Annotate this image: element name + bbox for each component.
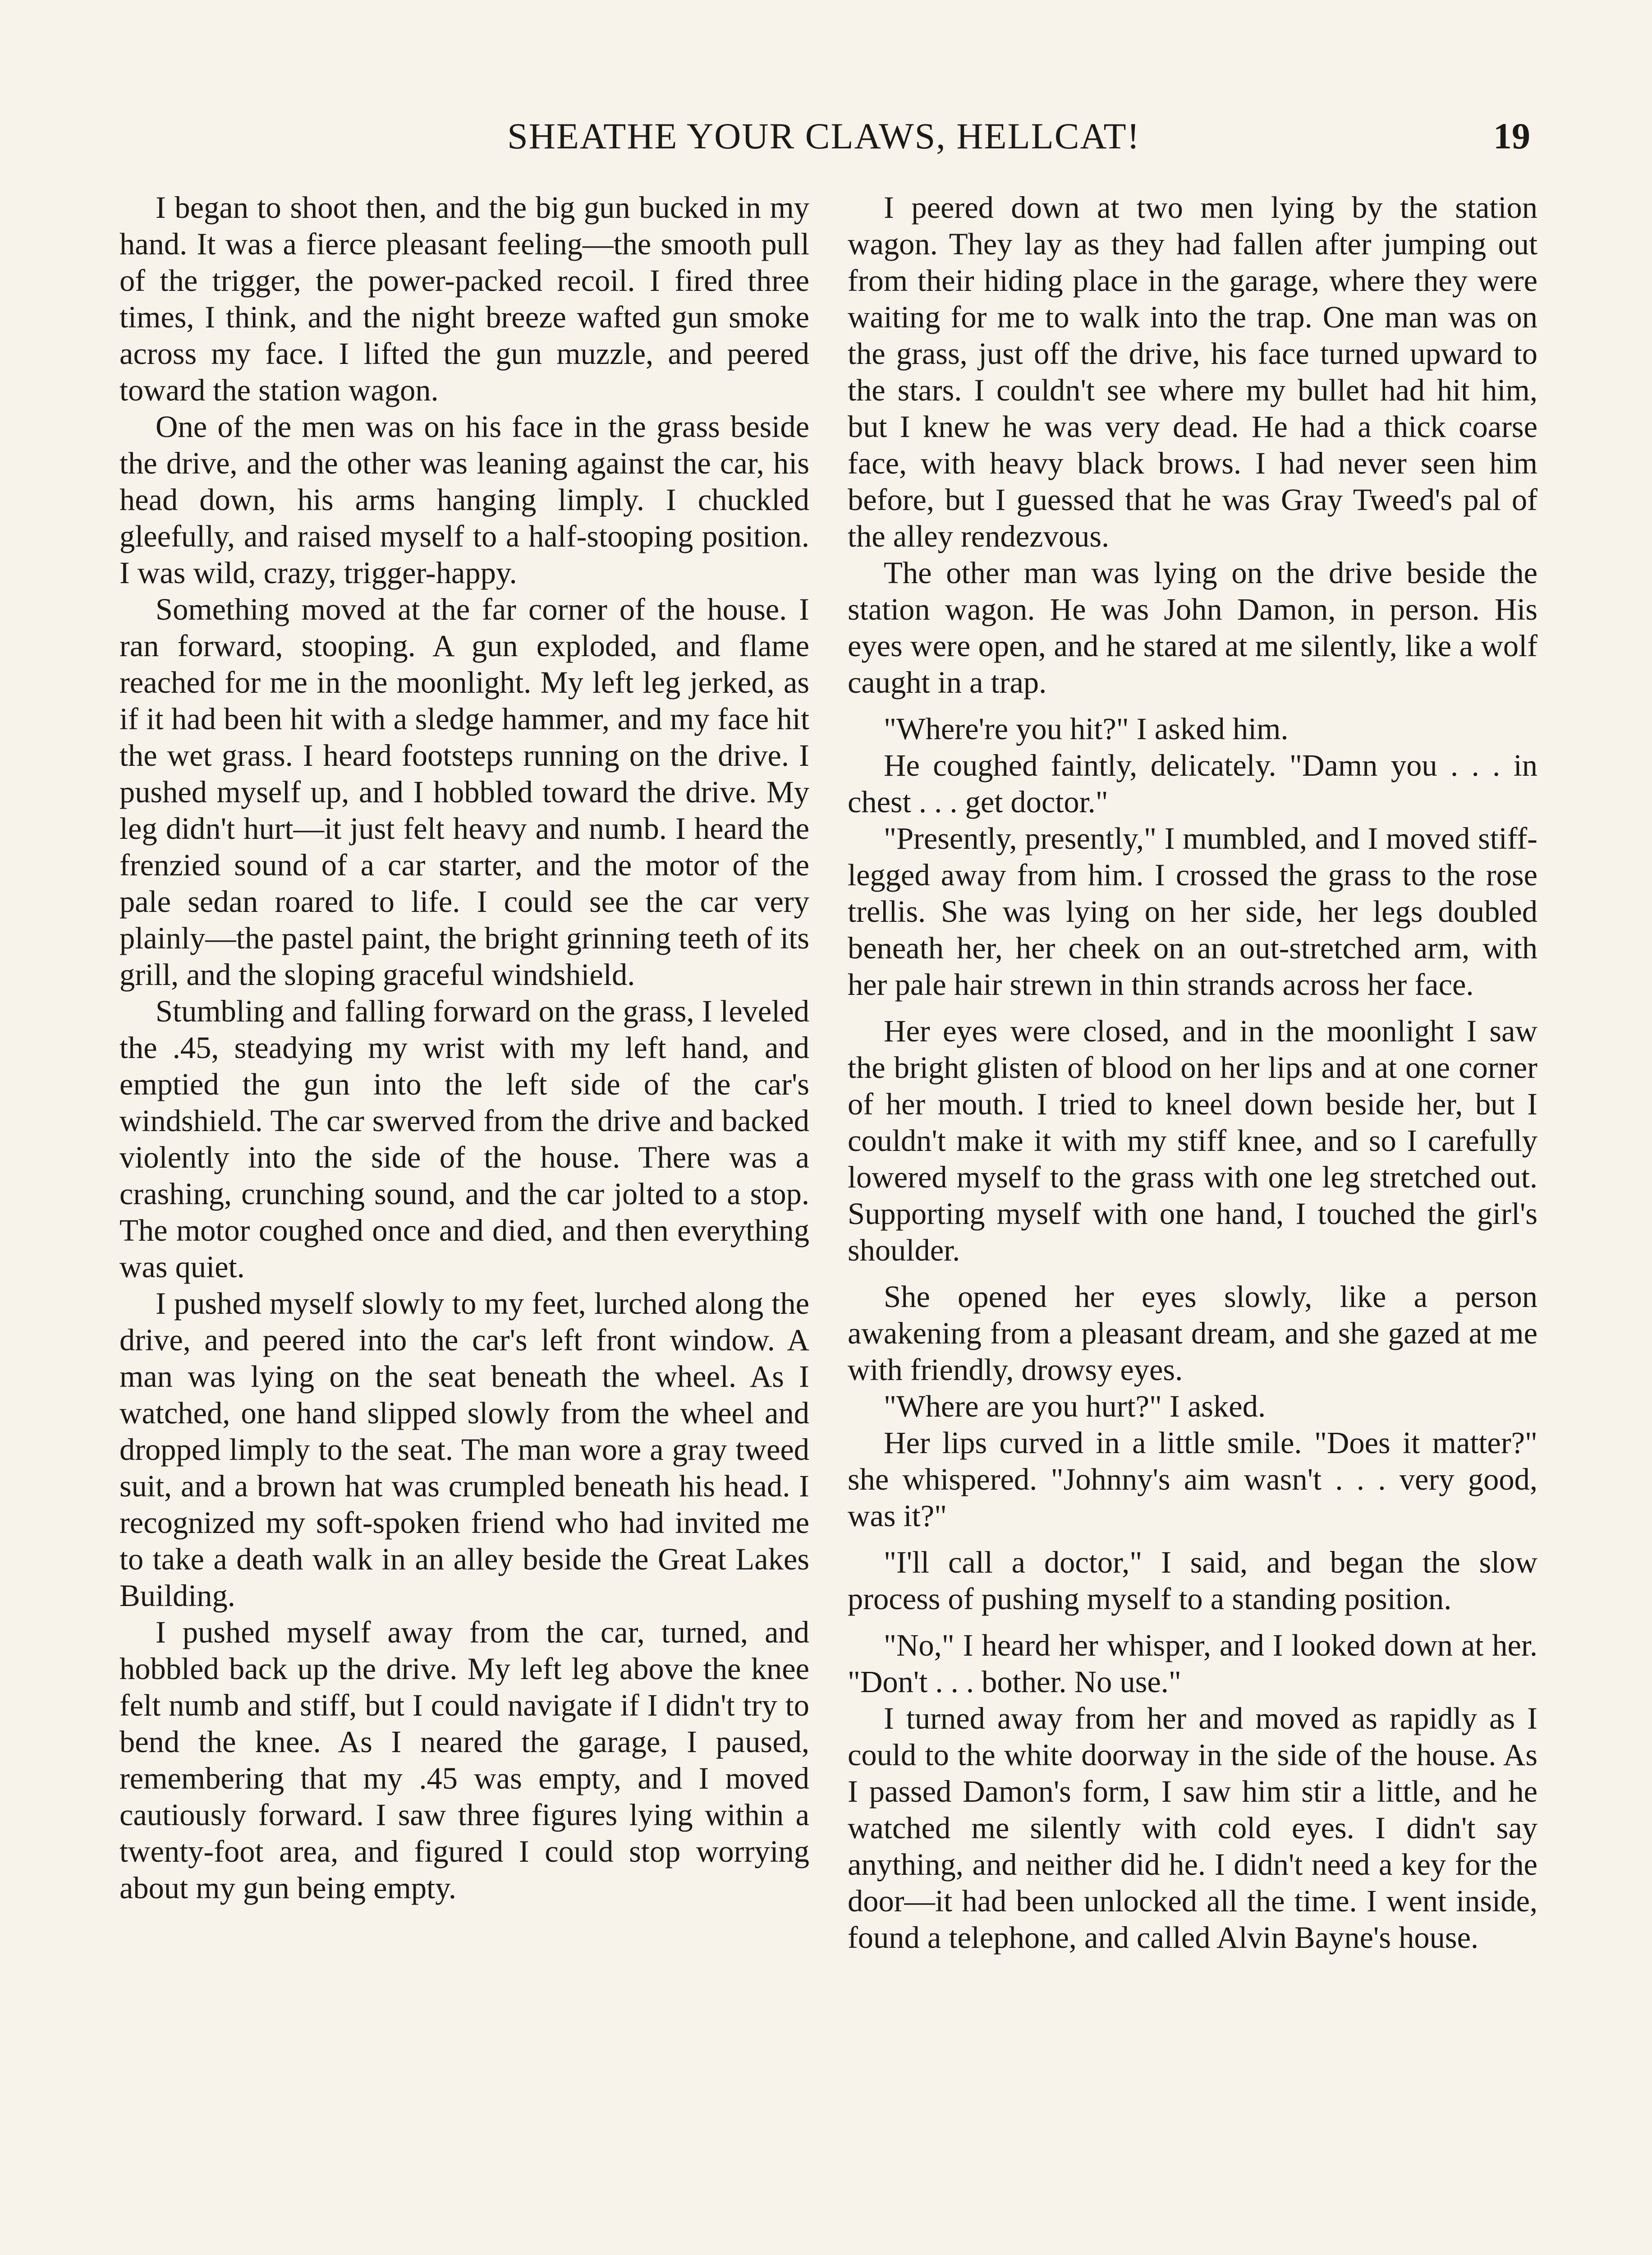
left-text-column: [119, 189, 809, 1906]
story-title: SHEATHE YOUR CLAWS, HELLCAT!: [507, 115, 1140, 156]
paragraph: I turned away from her and moved as rapidly as I could to the white doorway in the side of the house. As I passed Damon's form, I saw him stir a little, and he watched me silently with cold eyes. I didn't say anything, and neither did he. I didn't need a key for the door—it had been unlocked all the time. I went inside, found a telephone, and called Alvin Bayne's house.: [848, 1701, 1537, 1955]
paragraph: I peered down at two men lying by the station wagon. They lay as they had fallen after jumping out from their hiding place in the garage, where they were waiting for me to walk into the trap. One man was on the grass, just off the drive, his face turned upward to the stars. I couldn't see where my bullet had hit him, but I knew he was very dead. He had a thick coarse face, with heavy black brows. I had never seen him before, but I guessed that he was Gray Tweed's pal of the alley rendezvous.: [848, 190, 1537, 553]
right-text-column: [848, 189, 1537, 1956]
paragraph: I pushed myself away from the car, turned, and hobbled back up the drive. My left leg above the knee felt numb and stiff, but I could navigate if I didn't try to bend the knee. As I neared the garage, I paused, remembering that my .45 was empty, and I moved cautiously forward. I saw three figures lying within a twenty-foot area, and figured I could stop worrying about my gun being empty.: [119, 1615, 809, 1905]
paragraph: I began to shoot then, and the big gun bucked in my hand. It was a fierce pleasant feeling—the smooth pull of the trigger, the power-packed recoil. I fired three times, I think, and the night breeze wafted gun smoke across my face. I lifted the gun muzzle, and peered toward the station wagon.: [119, 190, 809, 407]
paragraph: "Where are you hurt?" I asked.: [884, 1389, 1266, 1423]
paragraph: She opened her eyes slowly, like a person awakening from a pleasant dream, and she gazed at me with friendly, drowsy eyes.: [848, 1279, 1537, 1387]
paragraph: "I'll call a doctor," I said, and began the slow process of pushing myself to a standing position.: [848, 1545, 1537, 1616]
paragraph: "Where're you hit?" I asked him.: [884, 712, 1289, 746]
paragraph: Stumbling and falling forward on the grass, I leveled the .45, steadying my wrist with my left hand, and emptied the gun into the left side of the car's windshield. The car swerved from the drive and backed violently into the side of the house. There was a crashing, crunching sound, and the car jolted to a stop. The motor coughed once and died, and then everything was quiet.: [119, 994, 809, 1284]
paragraph: "Presently, presently," I mumbled, and I moved stiff-legged away from him. I crossed the grass to the rose trellis. She was lying on her side, her legs doubled beneath her, her cheek on an out-stretched arm, with her pale hair strewn in thin strands across her face.: [848, 821, 1537, 1002]
paragraph: One of the men was on his face in the grass beside the drive, and the other was leaning against the car, his head down, his arms hanging limply. I chuckled gleefully, and raised myself to a half-stooping position. I was wild, crazy, trigger-happy.: [119, 410, 809, 590]
paragraph: Her eyes were closed, and in the moonlight I saw the bright glisten of blood on her lips and at one corner of her mouth. I tried to kneel down beside her, but I couldn't make it with my stiff knee, and so I carefully lowered myself to the grass with one leg stretched out. Supporting myself with one hand, I touched the girl's shoulder.: [848, 1014, 1537, 1267]
paragraph: "No," I heard her whisper, and I looked down at her. "Don't . . . bother. No use.": [848, 1628, 1537, 1699]
paragraph: The other man was lying on the drive beside the station wagon. He was John Damon, in person. His eyes were open, and he stared at me silently, like a wolf caught in a trap.: [848, 556, 1537, 700]
paragraph: Something moved at the far corner of the house. I ran forward, stooping. A gun exploded, and flame reached for me in the moonlight. My left leg jerked, as if it had been hit with a sledge hammer, and my face hit the wet grass. I heard footsteps running on the drive. I pushed myself up, and I hobbled toward the drive. My leg didn't hurt—it just felt heavy and numb. I heard the frenzied sound of a car starter, and the motor of the pale sedan roared to life. I could see the car very plainly—the pastel paint, the bright grinning teeth of its grill, and the sloping graceful windshield.: [119, 592, 809, 992]
running-header: [117, 115, 1530, 165]
paragraph: He coughed faintly, delicately. "Damn you . . . in chest . . . get doctor.": [848, 748, 1537, 819]
paragraph: I pushed myself slowly to my feet, lurched along the drive, and peered into the car's left front window. A man was lying on the seat beneath the wheel. As I watched, one hand slipped slowly from the wheel and dropped limply to the seat. The man wore a gray tweed suit, and a brown hat was crumpled beneath his head. I recognized my soft-spoken friend who had invited me to take a death walk in an alley beside the Great Lakes Building.: [119, 1286, 809, 1613]
paragraph: Her lips curved in a little smile. "Does it matter?" she whispered. "Johnny's aim wasn't . . . very good, was it?": [848, 1426, 1537, 1533]
page-number: 19: [1493, 115, 1530, 156]
